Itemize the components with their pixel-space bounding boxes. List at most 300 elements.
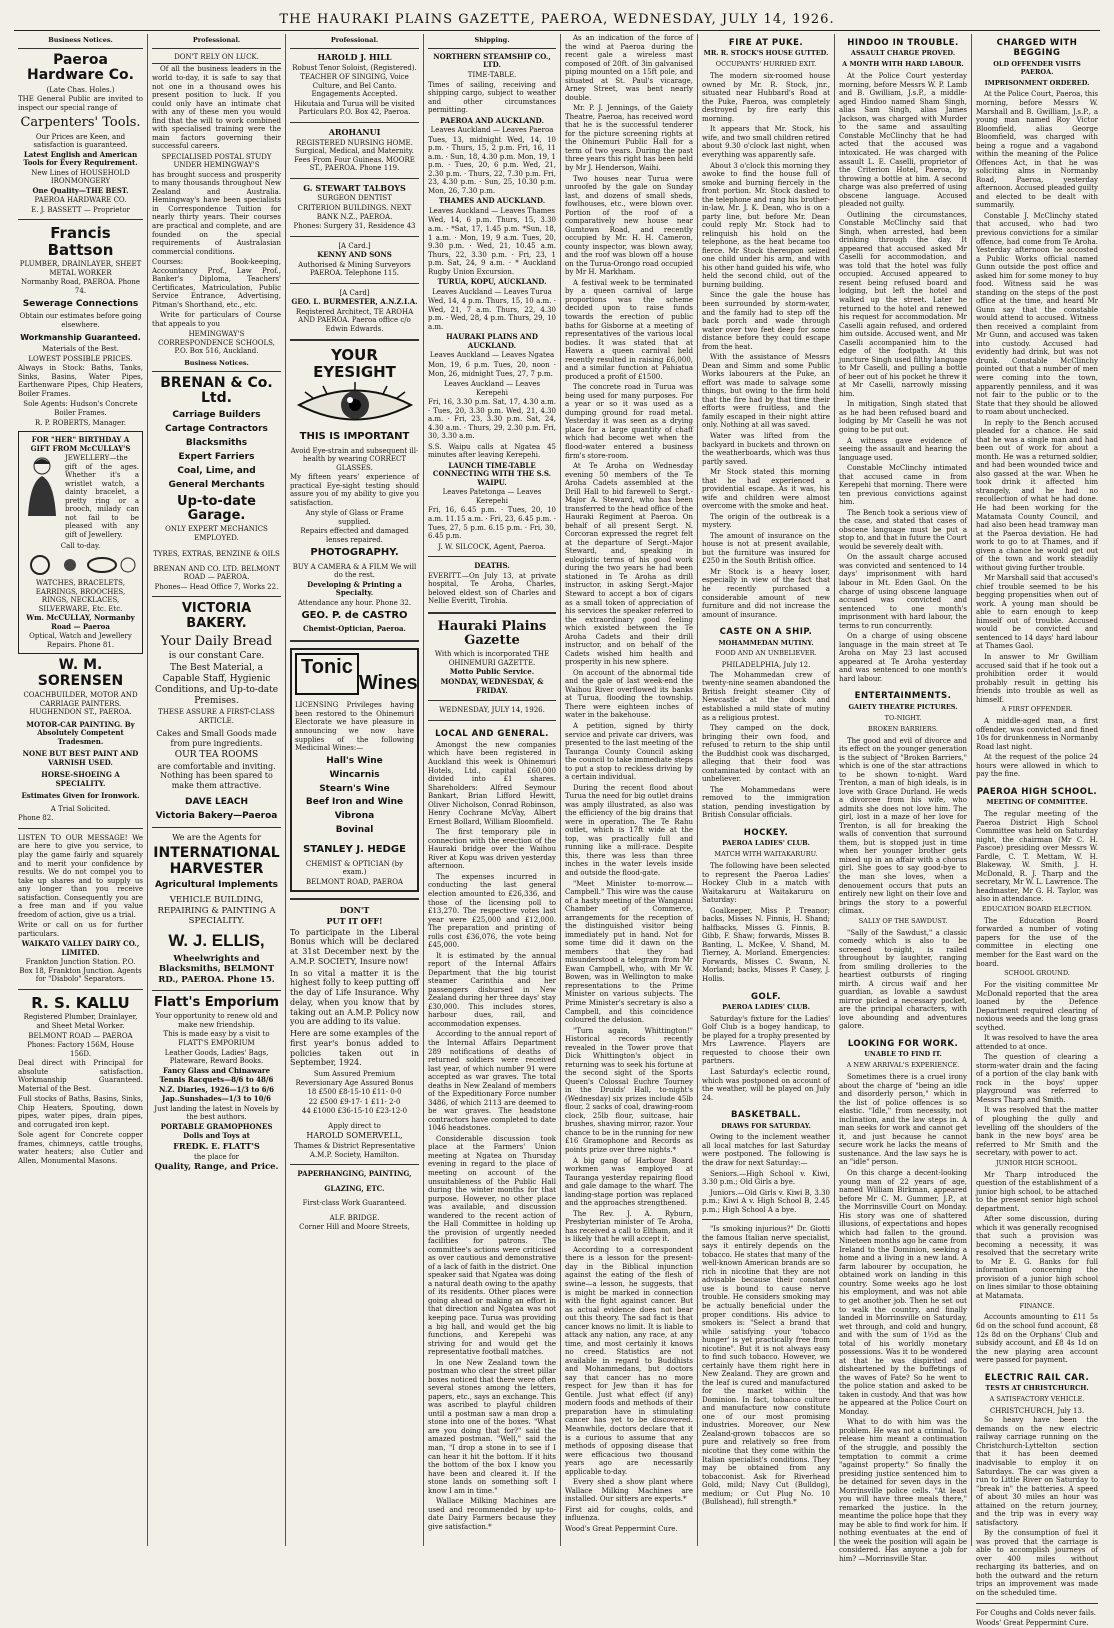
ad-heading: DAVE LEACH — [184, 796, 249, 807]
ad-text: S.S. Waipu calls at Ngatea 45 minutes after leaving Kerepehi. — [428, 442, 556, 460]
ad-text: BELMONT ROAD, PAEROA — [305, 877, 403, 886]
paper-motto: Motto Public Service. — [449, 667, 535, 677]
timetable-heading: PAEROA AND AUCKLAND. — [440, 115, 544, 125]
ad-text: [A Card] — [339, 288, 370, 297]
ad-heading: AROHANUI — [328, 126, 381, 137]
article-paragraph: The concrete road in Turua was being used for many purposes. For a year or so it was used as a dumping ground for road metal. Yesterday it was seen as a drying place for a large quantity of chaff which had become wet when the flood-water entered a business firm's store-room. — [565, 383, 693, 460]
section-heading: Business Notices. — [152, 357, 281, 372]
ad-heading: Wm. McCULLAY, Normanby Road — Paeroa — [26, 613, 135, 631]
article-paragraph: The Education Board forwarded a number of voting papers for the use of the committee in electing one member for the East ward on the board. — [976, 916, 1098, 968]
ad-text: VEHICLE BUILDING, REPAIRING & PAINTING A SPECIALITY. — [157, 895, 276, 926]
article-paragraph: For the visiting committee Mr McDonald reported that the area loaned by the Defence Department required clearing of noxious weeds and the long grass scythed. — [976, 981, 1098, 1032]
ad-text: Hikutaia and Turua will be visited Particulars P.O. Box 42, Paeroa. — [294, 99, 415, 117]
ad-line: Jap..Sunshades—1/3 to 10/6 — [162, 1094, 271, 1104]
timetable-columns: Leaves Auckland — Leaves Ngatea — [429, 351, 555, 360]
article-paragraph: Mr Marshall said that accused's chief trouble seemed to be his begging propensities when out of work. A young man should be able to earn enough to keep himself out of trouble. Accused would be convicted and sentenced to 14 days' hard labour at Thames Gaol. — [976, 574, 1098, 651]
timetable-rows: Fri, 16, 3.30 p.m. Sat, 17, 4.30 a.m. · Tues, 20, 3.30 p.m. Wed, 21, 4.30 a.m. · Fri, 23, 3.30 p.m. Sat, 24, 4.30 a.m. · Thurs, 29, 2.30 p.m. Fri, 30, 3.30 a.m. — [428, 398, 556, 441]
ad-text: TEACHER OF SINGING, Voice Culture, and Bel Canto. Engagements Accepted. — [300, 73, 409, 99]
article-paragraph: The regular meeting of the Paeroa District High School Committee was held on Saturday night, the chairman (Mr C. H. Pascoe) presiding over Messrs W. Fardle, C. T. Mettam, W. H. Blakeway, W. Smith, J. H. McDonald, R. J. Tharp and the secretary, Mr W. L. Lawrence. The headmaster, Mr G. H. Taylor, was also in attendance. — [976, 810, 1098, 904]
article-paragraph: "Meet Minister to-morrow.—Campbell." This wire was the cause of a hasty meeting of the Wanganui Chamber of Commerce, arrangements for the reception of the distinguished visitor being immediately put in hand. Not for some time did it dawn on the members that they had misunderstood a telegram from Mr Ewan Campbell, who, with Mr W. Bowen, was in Wellington to make representations to the Prime Minister on various subjects. The Prime Minister's secretary is also a Campbell, and this coincidence coloured the delusion. — [565, 879, 693, 1025]
timetable-rows: Fri, 16, 6.45 p.m. · Tues, 20, 10 a.m. 11.15 a.m. · Fri, 23, 6.45 p.m. · Tues, 27, 5 p.m. 6.15 p.m. · Fri, 30, 6.45 p.m. — [428, 506, 556, 541]
timetable-rows: Tues, 13, midnight Wed, 14, 10 p.m. · Thurs, 15, 2 p.m. Fri, 16, 11 a.m. · Sun, 18, 4.30 p.m. Mon, 19, 1 p.m. · Tues, 20, 6 p.m. Wed, 21, 2.30 p.m. · Thurs, 22, 7.30 p.m. Fri, 23, 4.30 p.m. · Sun, 25, 10.30 p.m. Mon, 26, 7.30 p.m. — [428, 135, 556, 195]
ad-text: CRITERION BUILDINGS. NEXT BANK N.Z., PAEROA. — [297, 204, 412, 221]
article-heading: HINDOO IN TROUBLE. — [847, 38, 959, 48]
article-paragraph: Water was lifted from the backyard in buckets and thrown on the weatherboards, which was thus partly saved. — [702, 431, 830, 466]
article-paragraph: Mr Stock stated this morning that he had experienced a providential escape. As it was, his wife and children were almost overcome with the smoke and heat. — [702, 468, 830, 511]
ad-text: PLUMBER, DRAINLAYER, SHEET METAL WORKER — [19, 260, 142, 277]
ad-text: SURGEON DENTIST — [317, 194, 392, 203]
article-paragraph: Since the gale the house has been surrounded by storm-water, and the family had to step off the back porch and wade through water over two feet deep for some distance before they could escape from the heat. — [702, 291, 830, 351]
ad-text: My fifteen years' experience of practical Eye-sight testing should assure you of my ability to give you satisfaction. — [290, 473, 419, 507]
ad-text: CHEMIST & OPTICIAN (by exam.) — [305, 859, 404, 877]
ad-title: YOUR EYESIGHT — [313, 346, 396, 381]
ad-heading: STANLEY J. HEDGE — [303, 844, 406, 856]
ad-text: R. P. ROBERTS, Manager. — [35, 418, 126, 427]
article-paragraph: In mitigation, Singh stated that as he had been refused board and lodging by Mr Caselli he was not going to be put out. — [839, 400, 967, 434]
ad-text: Sole Agents: Hudson's Concrete Boiler Frames. — [23, 400, 138, 417]
ad-line: Coal, Lime, and — [177, 465, 256, 476]
timetable-columns: Leaves Auckland — Leaves Kerepehi — [443, 380, 541, 397]
ad-heading: PHOTOGRAPHY. — [310, 547, 399, 559]
ad-title: Francis Battson — [47, 224, 114, 259]
article-dateline: PHILADELPHIA, July 12. — [721, 661, 811, 670]
ad-text: New Lines of HOUSEHOLD IRONMONGERY — [31, 168, 130, 186]
article-subheading: FINANCE. — [1019, 1301, 1055, 1310]
article-paragraph: "Sally of the Sawdust," a classic comedy which is also to be screened to-night, is railed throughout by laughter, ranging from smiling drolleries to the heartiest outbursts of ringing mirth. A circus waif and her guardian, as lovable a sawdust mirror picked a necessary pocket, are the principal characters, with love abounding and adventures galore. — [839, 928, 967, 1031]
divider — [18, 219, 143, 220]
article-subheading: PAEROA LADIES' CLUB. — [722, 1002, 810, 1011]
ad-text: Corner Hill and Moore Streets, — [299, 1223, 410, 1232]
column-2 — [148, 34, 285, 1546]
article-heading: HOCKEY. — [743, 827, 789, 838]
article-paragraph: In reply to the Bench accused pleaded for a chance. He said that he was a single man and had been out of work for about a month. He was a returned soldier, and had been wounded twice and also gassed at the war. When he took drink it affected him strangely, and he had no recollection of what he had done. He had been working for the Matamata County Council, and had also been head tramway man at the Paeroa deviation. He had work to go to at Thames, and if given a chance he would get out of the town and work steadily without giving further trouble. — [976, 418, 1098, 572]
jewellery-illustration-icon — [22, 552, 142, 578]
ad-text: Here are some examples of the first year's bonus added to policies taken out in September, 1924. — [290, 1029, 419, 1068]
article-paragraph: During the recent flood about Turua the need for big outlet drains was amply illustrated, as also was the efficiency of the big drains that were in operation. The Te Rahu outlet, which is 17ft wide at the top, was practically full and running like a mill-race. Despite this, there was less than three inches in the water levels inside and outside the flood-gate. — [565, 783, 693, 877]
wine-item: Beef Iron and Wine — [305, 797, 404, 808]
ad-text: Materials of the Best. — [42, 345, 119, 354]
ad-text: Call to-day. — [60, 542, 101, 551]
article-paragraph: "Turn again, Whittington!" Historical records recently revealed in the Tower prove that Dick Whittington's object in returning was to seek his fortune at the second sight of the Sports Queen's Colossal Euchre Tourney in the Druids' Hall, to-night's (Wednesday) six prizes include 45lb flour, 2 sacks of coal, drawing-room clock, 25lb flour, suitcase, hair brushes, shaving mirror, razor. Your chance to be in the running for new £16 Gramophone and Records as points prize over three nights.* — [565, 1026, 693, 1154]
article-paragraph: A big gang of Harbour Board workmen was employed at Tauranga yesterday repairing flood and gale damage to the wharf. The landing-stage portion was replaced and the approaches strengthened. — [565, 1156, 693, 1208]
article-paragraph: Seniors.—High School v. Kiwi, 3.30 p.m.; Old Girls a bye. — [702, 1169, 830, 1187]
ad-text: Optical, Watch and Jewellery Repairs. Phone 81. — [29, 632, 132, 649]
column-8 — [972, 34, 1102, 1628]
ad-text: HORSE-SHOEING A SPECIALITY. — [41, 770, 120, 788]
article-subheading: PAEROA LADIES' CLUB. — [722, 839, 810, 848]
ad-line: Cartage Contractors — [165, 423, 268, 434]
article-heading: CASTE ON A SHIP. — [719, 627, 813, 638]
divider — [290, 122, 419, 123]
column-4 — [424, 34, 560, 1546]
timetable-columns: Leaves Auckland — Leaves Paeroa — [430, 126, 554, 135]
article-paragraph: With the assistance of Messrs Dean and Simm and some Public Works labourers at the Puke, an effort was made to salvage some things, but owing to the firm hold that the fire had by that time their efforts were fruitless, and the family escaped in their night attire only. Nothing at all was saved. — [702, 353, 830, 430]
article-heading: LOOKING FOR WORK. — [847, 1038, 959, 1049]
paper-date: WEDNESDAY, JULY 14, 1926. — [439, 706, 545, 715]
eye-illustration-icon — [295, 382, 415, 428]
ad-text: In so vital a matter it is the highest folly to keep putting off the day of Life Insurance. Why delay, when you know that by taking out an A.M.P. Policy now you are adding to its value. — [290, 968, 419, 1027]
ad-text: THESE ASSURE A FIRST-CLASS ARTICLE. — [158, 708, 275, 725]
ad-text: Thames & District Representative A.M.P. Society, Hamilton. — [294, 1142, 415, 1159]
article-dateline: CHRISTCHURCH, July 13. — [989, 1406, 1085, 1415]
ad-text: Our Prices are Keen, and satisfaction is guaranteed. — [33, 132, 128, 150]
article-subheading: A MONTH WITH HARD LABOUR. — [842, 60, 964, 69]
ad-line: Blacksmiths — [185, 437, 248, 448]
ad-line: PORTABLE GRAMOPHONES — [160, 1121, 273, 1131]
timetable-heading: THAMES AND AUCKLAND. — [438, 196, 546, 206]
article-paragraph: Wallace Milking Machines are used and recommended by up-to-date Dairy Farmers because they give satisfaction.* — [428, 1497, 556, 1531]
article-subheading: UNABLE TO FIND IT. — [864, 1050, 942, 1059]
column-7 — [835, 34, 971, 1563]
ad-heading: KENNY AND SONS — [317, 250, 392, 260]
divider — [976, 1603, 1098, 1604]
ad-title: W. M. SORENSEN — [37, 657, 124, 689]
section-heading: Business Notices. — [18, 34, 143, 49]
divider — [152, 827, 281, 828]
article-paragraph: Last Saturday's eclectic round, which was postponed on account of the weather, will be played on July 24. — [702, 1068, 830, 1102]
ad-text: A Trial Solicited. — [50, 804, 111, 813]
article-paragraph: Two houses near Turua were unroofed by the gale on Sunday last, and dozens of small sheds, fowlhouses, etc., were blown over. Portion of the roof of a comparatively new house near Gumtown Road, and recently occupied by Mr. H. H. Cameron, county inspector, was blown away, and the roof was blown off a house on the Turua-Orongo road occupied by Mr H. Markham. — [565, 174, 693, 277]
article-paragraph: In one New Zealand town the postman who clear the street pillar boxes noticed that there were often several stones among the letters, papers, etc., says an exchange. This was ascribed to playful children until a postman saw a man drop a stone into one of the boxes. "What are you doing that for?" said the amazed postman. "Well," said the man, "I drop a stone in to see if I can hear it hit the bottom. If it hits the bottom of the box I know you have been and cleared it. If the stone lands on something soft I know I am in time." — [428, 1358, 556, 1495]
article-paragraph: About 3 o'clock this morning they awoke to find the house full of smoke and burning fiercely in the front portion. Mr. Stock dashed to the telephone and rang his brother-in-law, Mr. J. K. Dean, who is on a party line, but before Mr. Dean could reply Mr. Stock had to relinquish his hold on the telephone, as the heat became too fierce. Mr Stock thereupon seized one child under his arm, and with his other hand guided his wife, who held the second child, out of the burning building. — [702, 161, 830, 289]
ad-text: Leather Goods, Ladies' Bags, Plateware, Reward Books. — [164, 1048, 269, 1066]
article-paragraph: A petition, signed by thirty service and private car drivers, was presented to the last meeting of the Tauranga County Council asking the council to take immediate steps to put a stop to reckless driving by a certain individual. — [565, 721, 693, 782]
article-paragraph: Mr Tharp introduced the question of the establishment of a junior high school, to be attached to the present senior high school department. — [976, 1170, 1098, 1213]
article-paragraph: It appears that Mr. Stock, his wife, and two small children retired about 9.30 o'clock last night, when everything was apparently safe. — [702, 125, 830, 159]
ad-heading: PUT IT OFF! — [326, 915, 383, 926]
table-row: 44 £1000 £36-15-10 £23-12-0 — [301, 1107, 408, 1116]
ad-heading: Sewerage Connections — [22, 298, 139, 309]
divider — [18, 828, 143, 829]
ad-text: Phones: Factory 156M, House 156D. — [27, 1041, 134, 1058]
article-heading: BASKETBALL. — [731, 1110, 801, 1121]
article-paragraph: The origin of the outbreak is a mystery. — [702, 512, 830, 530]
ad-line: General Merchants — [168, 479, 265, 490]
article-paragraph: On the assault charge accused was convicted and sentenced to 14 days' imprisonment with hard labour in Mt. Eden Gaol. On the charge of using obscene language accused was convicted and sentenced to one month's imprisonment with hard labour, the terms to run concurrently. — [839, 553, 967, 630]
divider — [428, 720, 556, 721]
article-subheading: MR. R. STOCK'S HOUSE GUTTED. — [703, 49, 829, 58]
article-paragraph: What to do with him was the problem. He was not a criminal. To release him meant a continuation of the struggle, and possibly the temptation to commit a crime "against property." So finally the presiding justice sentenced him to be detained for seven days in the Morrinsville police cells. "At least you will have three meals there," remarked the justice. In the meantime the police hope that they may be able to find work for him. If nothing eventuates at the end of the week the position will again be considered. Has anyone a job for him? —Morrinsville Star. — [839, 1418, 967, 1563]
ad-text: Your opportunity to renew old and make new friendship. — [155, 1012, 278, 1029]
article-paragraph: According to the annual report of the Internal Affairs Department 289 notifications of deaths of returned soldiers were received last year, of which number 91 were accepted as war graves. The total deaths in New Zealand of members of the Expeditionary Force number 3486, of which 2113 are deemed to be war graves. The headstone contractors have completed to date 1046 headstones. — [428, 1030, 556, 1133]
column-3 — [286, 34, 423, 1546]
article-paragraph: On a charge of using obscene language in the main street at Te Aroha on May 23 last accused appeared at Te Aroha yesterday and was sentenced to one month's hard labour. — [839, 632, 967, 683]
ad-text: One Quality—THE BEST. — [32, 185, 129, 195]
article-subheading: BROKEN BARRIERS. — [867, 724, 939, 733]
article-paragraph: So heavy have been the demands on the new electric railway carriage running on the Christchurch-Lyttelton section that it has been deemed inadvisable to employ it on Saturdays. The car was given a run to Little River on Saturday to "break in" the batteries. A speed of about 30 miles an hour was attained on the return journey, and the trip was in every way satisfactory. — [976, 1416, 1098, 1527]
ad-text: Phones: Surgery 31, Residence 43 — [293, 222, 416, 231]
timetable-heading: HAURAKI PLAINS AND AUCKLAND. — [446, 332, 538, 350]
article-paragraph: Accounts amounting to £11 5s 6d on the school fund account, £8 12s 8d on the Orphans' Club and subsidy account, and £8 4s 1d on the new playing area account were passed for payment. — [976, 1313, 1098, 1365]
article-heading: CHARGED WITH BEGGING — [996, 38, 1078, 59]
ad-heading: GEO. P. de CASTRO — [301, 610, 408, 622]
ad-title: W. J. ELLIS, — [168, 931, 265, 951]
ad-text: Write for particulars of Course that appeals to you — [152, 311, 281, 328]
ad-title: Tonic — [295, 653, 359, 695]
article-subheading: A FIRST OFFENDER. — [1001, 705, 1073, 714]
ad-heading: DON'T — [339, 905, 370, 916]
divider — [152, 596, 281, 597]
article-subheading: GAIETY THEATRE PICTURES. — [848, 702, 958, 711]
wine-item: Wincarnis — [329, 769, 380, 780]
ad-text: WATCHES, BRACELETS, EARRINGS, BROOCHES, RINGS, NECKLACES, SILVERWARE, Etc. Etc. — [35, 578, 126, 613]
ad-heading: GLAZING, ETC. — [324, 1183, 385, 1193]
divider — [428, 556, 556, 557]
divider — [18, 989, 143, 990]
timetable-heading: TURUA, KOPU, AUCKLAND. — [437, 277, 547, 287]
article-paragraph: The following have been selected to represent the Paeroa Ladies' Hockey Club in a match with Waitakaruru at Waitakaruru on Saturday: — [702, 862, 830, 905]
ad-text: Latest English and American Tools for Every Requirement. — [23, 149, 138, 168]
ad-text: We are the Agents for — [172, 832, 261, 842]
article-heading: GOLF. — [751, 991, 781, 1002]
ad-heading: Your Daily Bread — [160, 633, 273, 649]
article-paragraph: Every shed a show plant where Wallace Milking Machines are installed. Our sitters are experts.* — [565, 1478, 693, 1504]
divider — [290, 640, 419, 642]
article-subheading: SALLY OF THE SAWDUST. — [858, 916, 948, 925]
ad-line: Fancy Glass and Chinaware — [162, 1065, 271, 1075]
ad-text: Of all the business leaders in the world to-day, it is safe to say that not one in a thousand owes his present position to luck. If you could only have an intimate chat with any of these men you would find that the will to work combined with specialised training were the main factors governing their successful careers. — [152, 65, 281, 151]
article-subheading: ASSAULT CHARGE PROVED. — [850, 49, 956, 58]
article-paragraph: The Mohammedan crew of twenty-nine seamen abandoned the British freight steamer City of Newcastle at the dock and established a mild state of mutiny as a religious protest. — [702, 670, 830, 722]
article-paragraph: At the request of the police 24 hours were allowed in which to pay the fine. — [976, 753, 1098, 779]
tonic-wines-ad — [290, 648, 419, 892]
ad-heading: PAPERHANGING, PAINTING, — [297, 1169, 412, 1179]
divider — [290, 898, 419, 900]
ad-subtitle: (Late Chas. Holes.) — [46, 85, 115, 94]
article-subheading: EDUCATION BOARD ELECTION. — [981, 904, 1093, 913]
ad-heading: NORTHERN STEAMSHIP CO., LTD. — [433, 51, 551, 70]
article-subheading: TESTS AT CHRISTCHURCH. — [985, 1383, 1089, 1392]
article-heading: FIRE AT PUKE. — [728, 38, 804, 48]
article-paragraph: A middle-aged man, a first offender, was convicted and fined 10s for drunkenness in Normanby Road last night. — [976, 717, 1098, 751]
article-paragraph: First aid for coughs, colds, and influenza. — [565, 1505, 693, 1523]
ad-text: Repairs effected and damaged lenses repaired. — [300, 527, 409, 544]
ad-line: N.Z. Diaries, 1926—1/3 to 6/6 — [159, 1084, 274, 1094]
article-paragraph: By the consumption of fuel it was proved that the carriage is able to accomplish journeys of over 400 miles without recharging its batteries, and on both the outward and the return trips an improvement was made on the scheduled time. — [976, 1529, 1098, 1597]
article-paragraph: It is estimated by the annual report of the Internal Affairs Department that the big tourist steamer Carinthia and her passengers disbursed in New Zealand during her three days' stay £30,000. This includes stores, harbour dues, rail, and accommodation expenses. — [428, 951, 556, 1028]
article-paragraph: A festival week to be terminated by a queen carnival of large proportions was the scheme decided upon to raise funds towards the erection of public baths for Gisborne at a meeting of representatives of the various local bodies. It was stated that at Hawera a queen carnival held recently resulted in raising £6,000, and a similar function at Pahiatua produced a profit of £1500. — [565, 278, 693, 381]
ad-line: the place for — [193, 1152, 240, 1161]
article-subheading: OCCUPANTS' HURRIED EXIT. — [715, 60, 817, 69]
article-paragraph: Constable McClinchy intimated that accused came in from Kerepehi that morning. There were ten previous convictions against him. — [839, 464, 967, 507]
lady-illustration-icon — [22, 454, 62, 516]
ad-title: Flatt's Emporium — [153, 995, 280, 1011]
ad-text: Phones— Head Office 7, Works 22. — [154, 582, 279, 591]
ad-text: REGISTERED NURSING HOME. Surgical, Medical, and Maternity. Fees From Four Guineas. MOORE ST., PAEROA. Phone 119. — [294, 138, 415, 173]
mccullay-ad — [18, 431, 143, 654]
ad-text: Just landing the latest in Novels by the best authors. — [154, 1104, 279, 1122]
timetable-rows: Mon, 19, 6 p.m. Tues, 20, noon · Mon, 26, midnight Tues, 27, 7 p.m. — [428, 360, 556, 378]
article-subheading: DRAWS FOR SATURDAY. — [721, 1121, 811, 1130]
article-paragraph: The question of clearing a storm-water drain and the facing of a portion of the clay bank with rock in the boys' upper playground was referred to Messrs Tharp and Smith. — [976, 1053, 1098, 1104]
ad-heading: SPECIALISED POSTAL STUDY UNDER HEMINGWAY'S — [161, 152, 272, 170]
article-subheading: MATCH WITH WAITAKARURU. — [714, 850, 818, 859]
article-paragraph: The amount of insurance on the house is not at present available, but the furniture was insured for £250 in the South British office. — [702, 531, 830, 566]
article-paragraph: Saturday's fixture for the Ladies' Golf Club is a bogey handicap, to be played for a trophy presented by Mrs Lawrence. Players are requested to choose their own partners. — [702, 1014, 830, 1066]
ad-text: Sole agent for Concrete copper frames, chimneys, cattle troughs, water heaters; also Cutler and Allen, Monumental Masons. — [18, 1131, 143, 1165]
article-paragraph: The Rev. J. A. Ryburn, Presbyterian minister of Te Aroha, has received a call to Eltham, and it is likely that he will accept it. — [565, 1209, 693, 1244]
paper-text: With which is incorporated THE OHINEMURI GAZETTE. — [434, 650, 550, 667]
article-paragraph: Mr Stock is a heavy loser, especially in view of the fact that he recently purchased a considerable amount of new furniture and did not increase the amount of insurance. — [702, 567, 830, 619]
ad-text: J. W. SILCOCK, Agent, Paeroa. — [438, 542, 546, 551]
notice-text: EVERITT.—On July 13, at private hospital, Te Aroha, Charles, beloved eldest son of Charles and Nellie Everitt, Tirohia. — [428, 571, 556, 606]
ad-text: Apply direct to — [328, 1121, 381, 1130]
timetable-heading: LAUNCH TIME-TABLE CONNECTING WITH THE S.S. WAIPU. — [432, 460, 552, 487]
ad-title: R. S. KALLU — [31, 993, 130, 1012]
ad-heading: OUR TEA ROOMS — [174, 749, 259, 760]
ad-text: [A Card.] — [338, 241, 371, 250]
ad-text: Courses: Book-keeping, Accountancy Prof., Law Prof., Banker's Diploma, Teachers' Certificates, Matriculation, Public Service Entrance, Advertising, Pitman's Shorthand, etc., etc. — [152, 258, 281, 309]
divider — [290, 339, 419, 341]
article-heading: PAEROA HIGH SCHOOL. — [976, 786, 1098, 797]
wine-item: Hall's Wine — [326, 755, 383, 766]
article-paragraph: As an indication of the force of the wind at Paeroa during the recent gale a wireless mast composed of 20ft. of 3in galvanised piping mounted on a 15ft pole, and situated at St. Paul's vicarage, Arney Street, was bent nearly double. — [565, 34, 693, 102]
ad-title: BRENAN & Co. Ltd. — [160, 374, 273, 407]
article-heading: LOCAL AND GENERAL. — [435, 728, 549, 739]
ad-text: Attendance any hour. Phone 32. — [297, 598, 412, 607]
divider — [702, 1219, 830, 1220]
article-paragraph: Considerable discussion took place at the Farmers' Union meeting at Ngatea on Thursday evening in regard to the place of meeting on account of the unsuitableness of the Public Hall during the winter months for that purpose. However, no other place was available, and discussion wandered to the recent action of the Hall Committee in holding up the provision of urgently needed facilities for patrons. The committee's actions were criticised as over cautious and demonstrative of a lack of faith in the district. One speaker said that Ngatea was doing a natural death owing to the apathy of its residents. Other places were going ahead or making an effort in that direction and Ngatea was not keeping pace. Turua was providing a big hall, and would get the big functions, and Kerepehi was striving for and would get the representative football matches. — [428, 1134, 556, 1357]
masthead: THE HAURAKI PLAINS GAZETTE, PAEROA, WEDNESDAY, JULY 14, 1926. — [279, 12, 835, 27]
ad-line: Tennis Racquets—8/6 to 48/6 — [159, 1075, 274, 1085]
article-heading: ELECTRIC RAIL CAR. — [984, 1372, 1090, 1383]
ad-heading: G. STEWART TALBOYS — [303, 182, 406, 193]
article-paragraph: Mr. P. J. Jennings, of the Gaiety Theatre, Paeroa, has received word that he is the successful tenderer for the picture screening rights at the Ohinemuri Public Hall for a term of two years. During the past three years this right has been held by Mr J. Henderson, Waihi. — [565, 104, 693, 172]
timetable-rows: Wed, 14, 4 p.m. Thurs, 15, 10 a.m. · Wed, 21, 7 a.m. Thurs, 22, 4.30 p.m. · Wed, 28, 4 p.m. Thurs, 29, 10 a.m. — [428, 297, 556, 331]
ad-text: TIME-TABLE. — [467, 70, 517, 79]
ad-text: has brought success and prosperity to many thousands throughout New Zealand and Australia. Hemingway's have been specialists in Correspondence Tuition for nearly thirty years. Their courses are practical and complete, and are founded on the special requirements of Australasian commercial conditions. — [152, 170, 281, 256]
ad-text: THE General Public are invited to inspect our special range of — [18, 95, 143, 112]
ad-text: This is made easy by a visit to FLATT'S EMPORIUM — [163, 1030, 270, 1047]
ad-text: E. J. BASSETT — Proprietor — [31, 205, 130, 214]
ad-text: MOTOR-CAR PAINTING. By Absolutely Competent Tradesmen. — [26, 719, 135, 746]
article-subheading: FOOD AND AN UNBELIEVER. — [715, 649, 817, 658]
article-paragraph: Outlining the circumstances, Constable McClinchy said that Singh, when arrested, had been drinking through the day. It appeared that accused asked Mr Caselli for accommodation, and was told that the hotel was fully occupied. Accused appeared to resent being refused board and lodging, but left the hotel and walked up the street. Later he returned to the hotel and renewed his request for accommodation. Mr Caselli again refused, and ordered him outside. Accused went, and Mr Caselli accompanied him to the edge of the footpath. At this juncture Singh used filthy language to Mr Caselli, and pulling a bottle of beer out of his pocket he threw it at Mr Caselli, narrowly missing him. — [839, 210, 967, 398]
paper-days: MONDAY, WEDNESDAY, & FRIDAY. — [440, 676, 544, 695]
ad-heading: HAROLD SOMERVELL, — [306, 1131, 403, 1141]
wine-item: Stearn's Wine — [319, 783, 390, 794]
ad-title: Paeroa Hardware Co. — [27, 51, 134, 84]
article-subheading: IMPRISONMENT ORDERED. — [984, 78, 1090, 87]
ad-text: Cakes and Small Goods made from pure ingredients. — [156, 729, 277, 748]
article-paragraph: The first temporary pile in connection with the erection of the Hauraki bridge over the Waihou River at Kopu was driven yesterday afternoon. — [428, 828, 556, 871]
divider — [290, 236, 419, 237]
article-paragraph: Woods' Great Peppermint Cure. — [976, 1619, 1089, 1628]
ad-text: is our constant Care. — [168, 651, 265, 662]
ad-line: Quality, Range, and Price. — [154, 1162, 279, 1173]
ad-text: Robust Tenor Soloist, (Registered). — [292, 63, 417, 72]
timetable-columns: Leaves Auckland — Leaves Thames — [428, 206, 556, 215]
paper-nameplate: Hauraki Plains Gazette — [437, 618, 547, 649]
article-paragraph: According to a correspondent there is a lesson for the present-day in the Biblical injunction against the eating of the flesh of swine—a lesson, he suggests, that is might be marked in connection with the fight against cancer. But as actual evidence does not bear out this theory. The sad fact is that cancer knows no limit. It is liable to attack any nation, any race, at any time, and most certainly it knows no creed. Statistics are not available in regard to Buddhists and Mohammedans, but doctors say that cancer has no more respect for Jew than it has for Gentile. Just what effect (if any) modern foods and methods of their preparation have in stimulating cancer has yet to be discovered. Meanwhile, doctors declare that it is a curious to assume that any methods of opposing disease that were efficacious two thousand years ago are necessarily applicable to-day. — [565, 1245, 693, 1476]
article-subheading: SCHOOL GROUND. — [1004, 969, 1070, 978]
ad-text: Normanby Road, PAEROA. Phone 74. — [20, 278, 141, 295]
ad-heading: THIS IS IMPORTANT — [299, 431, 410, 443]
article-subheading: A NEW ARRIVAL'S EXPERIENCE. — [846, 1061, 960, 1070]
table-row: 22 £500 £9-17- 1 £11- 2-0 — [308, 1097, 401, 1106]
ad-text: Developing & Printing a Specialty. — [307, 579, 402, 598]
ad-text: Registered Architect, TE AROHA AND PAEROA. Paeroa office c/o Edwin Edwards. — [295, 307, 414, 333]
ad-text: To participate in the Liberal Bonus which will be declared at 31st December next by the A.M.P. SOCIETY, Insure now! — [290, 927, 419, 966]
ad-text: Deal direct with Principal for absolute satisfaction. Workmanship Guaranteed. Material of the Best. — [18, 1059, 143, 1093]
article-heading: ENTERTAINMENTS. — [854, 691, 952, 702]
divider — [290, 178, 419, 179]
ad-heading: Agricultural Implements — [154, 880, 279, 891]
column-1 — [14, 34, 147, 1546]
article-paragraph: On account of the abnormal tide and the gale of last week-end the Waihou River overflowed its banks at Turua, flooding the township. There were eighteen inches of water in the bakehouse. — [565, 668, 693, 720]
divider — [152, 990, 281, 991]
article-subheading: OLD OFFENDER VISITS PAEROA. — [993, 59, 1081, 76]
masthead-rule — [14, 30, 1100, 31]
ad-text: Any style of Glass or Frame supplied. — [305, 509, 404, 526]
ad-text: Chemist-Optician, Paeroa. — [303, 624, 406, 634]
ad-text: Avoid Eye-strain and subsequent ill-health by wearing CORRECT GLASSES. — [290, 446, 419, 472]
article-subheading: MOHAMMEDAN MUTINY. — [718, 638, 814, 647]
ad-line: Carriage Builders — [172, 409, 261, 420]
ad-line: Dolls and Toys at — [183, 1131, 250, 1141]
ad-text: BRENAN AND CO. LTD. BELMONT ROAD — PAEROA. — [153, 564, 280, 582]
article-paragraph: The Bench took a serious view of the case, and stated that cases of obscene language must be put a stop to, and that in future the Court would be severely dealt with. — [839, 508, 967, 551]
article-paragraph: The expenses incurred in conducting the last general election amounted to £26,336, and those of the licensing poll to £13,270. The respective votes last year were £25,000 and £12,000. The preparation and printing of rolls cost £36,076, the vote being £45,000. — [428, 872, 556, 950]
article-paragraph: Amongst the new companies which have been registered in Auckland this week is Ohinemuri Hotels, Ltd., capital £60,000 divided into £1 shares. Shareholders: Alfred Seymour Bankart, Brian Lifford Hewitt, Oliver Nicholson, Conrad Robinson, Henry Cochrane McVay, Albert Ernest Bollard, William Bloomfield. — [428, 740, 556, 826]
ad-title: Wines — [358, 671, 418, 694]
ad-heading: Workmanship Guaranteed. — [20, 332, 141, 342]
table-header: Sum Assured Premium Reversionary Age Assured Bonus — [295, 1070, 414, 1087]
ad-text: LISTEN TO OUR MESSAGE! We are here to give you service, to play the game fairly and squarely and to merit your confidence by results. We do not compel you to take up shares and to supply us any longer than you receive satisfaction. Consequently you are a free man and if you value freedom of action, give us a trial. — [18, 833, 143, 919]
article-paragraph: After some discussion, during which it was generally recognised that such a provision was becoming a necessity, it was resolved that the secretary write to Mr E. G. Banks for full information concerning the provision of a junior high school on lines similar to those obtaining at Matamata. — [976, 1215, 1098, 1300]
ad-text: LICENSING Privileges having been restored to the Ohinemuri Electorate we have pleasure in announcing we now have supplies of the following Medicinal Wines:— — [295, 701, 414, 753]
article-paragraph: The modern six-roomed house owned by Mr. R. Stock, jnr., situated near Hubbard's Road at the Puke, Paeroa, was completely destroyed by fire early this morning. — [702, 72, 830, 123]
ad-text: First-class Work Guaranteed. — [302, 1199, 407, 1208]
ad-heading: Up-to-date Garage. — [177, 493, 256, 523]
article-paragraph: At the Police Court, Paeroa, this morning, before Messrs W. Marshall and B. Gwilliam, J.s.P., a young man named Roy Victor Bloomfield, alias George Bloomfield, was charged with being a rogue and a vagabond within the meaning of the Police Offences Act, in that he was soliciting alms in Normanby Road, Paeroa, yesterday afternoon. Accused pleaded guilty and elected to be dealt with summarily. — [976, 90, 1098, 210]
ad-text: PAEROA HARDWARE CO. — [34, 196, 127, 205]
article-paragraph: "Is smoking injurious?" Dr. Giotti the famous Italian nerve specialist, says it entirely depends on the tobacco. He states that many of the well-known American brands are so rich in nicotine that they are not advisable because their constant use is bound to cause nerve trouble. He considers smoking may be actually beneficial under the proper conditions. His advice to smokers is: "Select a brand that while satisfying your 'tobacco hunger' is yet practically free from nicotine". But it is not always easy to find such tobacco. However, we certainly have them right here in New Zealand. They are grown and the leaf is cured and manufactured for the market within the Dominion. In fact, tobacco culture and manufacture now constitute one of our most promising industries. Moreover, our New Zealand-grown tobaccos are so pure and relatively so free from nicotine that they come within the Italian specialist's conditions. They may be obtained from any tobacconist. Ask for Riverhead Gold, mild; Navy Cut (Bulldog), medium; or Cut Plug No. 10 (Bullshead), full strength.* — [702, 1225, 830, 1507]
ad-text: HEMINGWAY'S CORRESPONDENCE SCHOOLS, P.O. Box 516, Auckland. — [158, 330, 275, 356]
ad-text: BUY A CAMERA & A FILM We will do the rest. — [292, 562, 417, 580]
ad-text: COACHBUILDER, MOTOR AND CARRIAGE PAINTERS. HUGHENDON ST., PAEROA. — [23, 691, 138, 717]
article-paragraph: The Mohammedans were removed to the immigration station, pending investigation by British Consular officials. — [702, 785, 830, 820]
article-paragraph: The good and evil of divorce and its effect on the younger generation is the subject of "Broken Barriers," which is one of the star attractions to be shown to-night. Ward Trenton, a man of high ideals, is in love with Grace Durland. He weds a divorcee from his wife, who admits she does not love him. The girl, lost in a maze of her love for Trenton, is all for breaking the walls of convention that surround them, but is stopped just in time when her younger brother gets mixed up in an affair with a chorus girl. She goes to say good-bye to the man she loves, when a denouement occurs that puts an entirely new light on their love and brings the story to a powerful climax. — [839, 736, 967, 916]
ad-text: Wheelwrights and Blacksmiths, BELMONT RD., PAEROA. Phone 15. — [158, 954, 275, 985]
ad-title: VICTORIA BAKERY. — [181, 601, 252, 631]
article-paragraph: Juniors.—Old Girls v. Kiwi B, 3.30 p.m.; Kiwi A v. High School B, 2.45 p.m.; High School A a bye. — [702, 1188, 830, 1214]
ad-text: ONLY EXPERT MECHANICS EMPLOYED. — [165, 525, 268, 542]
ad-heading: Victoria Bakery—Paeroa — [155, 810, 278, 821]
ad-heading: GEO. L. BURMESTER, A.N.Z.I.A. — [291, 297, 418, 307]
article-paragraph: Constable J. McClinchy stated that accused, who had two previous convictions for a similar offence, had come from Te Aroha. Yesterday afternoon he accosted a Public Works official named Gunn outside the post office and asked him for some money to buy food. Witness said he was standing on the steps of the post office at the time, and heard Mr Gunn say that the constable would attend to accused. Witness then received a complaint from Mr Gunn, and accused was taken into custody. Accused had evidently had drink, but was not drunk. Constable McClinchy pointed out that a number of men were coming into the town, apparently penniless, and it was not fair to the public or to the State that they should be allowed to roam about unchecked. — [976, 211, 1098, 417]
article-subheading: A SATISFACTORY VEHICLE. — [989, 1394, 1085, 1403]
ad-heading: WAIKATO VALLEY DAIRY CO., LIMITED. — [21, 939, 140, 957]
article-paragraph: A witness gave evidence of seeing the assault and hearing the language used. — [839, 436, 967, 462]
ad-text: Registered Plumber, Drainlayer, and Sheet Metal Worker. — [23, 1013, 138, 1030]
section-heading: Shipping. — [428, 34, 556, 49]
ad-text: Times of sailing, receiving and shipping cargo, subject to weather and other circumstances permitting. — [428, 80, 556, 115]
article-subheading: JUNIOR HIGH SCHOOL. — [996, 1158, 1078, 1167]
ad-text: Frankton Junction Station. P.O. Box 18, Frankton Junction. Agents for "Diabolo" Separators. — [19, 958, 142, 984]
ad-text: NONE BUT BEST PAINT AND VARNISH USED. — [22, 749, 139, 767]
column-5 — [561, 34, 697, 1546]
ad-title: INTERNATIONAL HARVESTER — [153, 845, 280, 877]
ad-text: BELMONT ROAD — PAEROA — [28, 1031, 133, 1040]
ad-heading: FOR "HER" BIRTHDAY A GIFT FROM McCULLAY'S — [30, 435, 131, 453]
article-paragraph: They camped on the dock, bringing their own food, and refused to return to the ship until the Buddhist cook was discharged, alleging that their food was contaminated by contact with an unbeliever. — [702, 724, 830, 784]
wine-item: Vibrona — [334, 811, 375, 822]
ad-text: are comfortable and inviting. Nothing has been spared to make them attractive. — [157, 761, 276, 791]
article-paragraph: Wood's Great Peppermint Cure. — [565, 1524, 678, 1533]
ad-heading: DON'T RELY ON LUCK. — [152, 53, 281, 65]
notice-heading: DEATHS. — [474, 561, 510, 571]
